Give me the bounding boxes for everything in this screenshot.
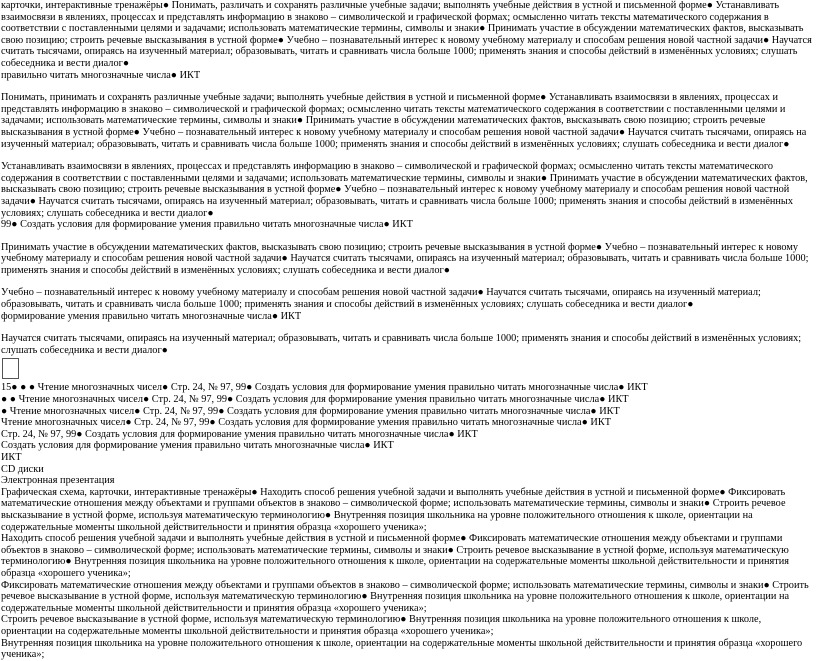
paragraph-4: Принимать участие в обсуждении математических фактов, высказывать свою позицию; строить речевые высказывания в устной форме● Учебно – познавательный интерес к новому учебному материалу и способам решения новой частной задачи● Научатся считать тысячами, опираясь на изученный материал; образовывать, читать и сравнивать числа больше 1000; применять знания и способы действий в изменённых условиях; слушать собеседника и вести диалог●	[1, 241, 809, 276]
paragraph-2: Понимать, принимать и сохранять различные учебные задачи; выполнять учебные действия в устной и письменной форме● Устанавливать взаимосвязи в явлениях, процессах и представлять информацию в знаково – символической и графической формах; осмысленно читать тексты математического содержания в соответствии с поставленными целями и задачами; использовать математические термины, символы и знаки● Принимать участие в обсуждении математических фактов, высказывать свою позицию; строить речевые высказывания в устной форме● Учебно – познавательный интерес к новому учебному материалу и способам решения новой частной задачи● Научатся считать тысячами, опираясь на изученный материал; образовывать, читать и сравнивать числа больше 1000; применять знания и способы действий в изменённых условиях; слушать собеседника и вести диалог●	[1, 92, 807, 150]
paragraph-1: карточки, интерактивные тренажёры● Понимать, различать и сохранять различные учебные задачи; выполнять учебные действия в устной и письменной форме● Устанавливать взаимосвязи в явлениях, процессах и представлять информацию в знаково – символической и графической формах; осмысленно читать тексты математического содержания в соответствии с поставленными целями и задачами; использовать математические термины, символы и знаки● Принимать участие в обсуждении математических фактов, высказывать свою позицию; строить речевые высказывания в устной форме● Учебно – познавательный интерес к новому учебному материалу и способам решения новой частной задачи● Научатся считать тысячами, опираясь на изученный материал; образовывать, читать и сравнивать числа больше 1000; применять знания и способы действий в изменённых условиях; слушать собеседника и вести диалог●	[1, 0, 812, 69]
line-8: CD диски	[1, 463, 44, 475]
line-9: Электронная презентация	[1, 475, 115, 487]
line-2: ● ● Чтение многозначных чисел● Стр. 24, № 97, 99● Создать условия для формирование умения правильно читать многозначные числа● ИКТ	[1, 394, 629, 406]
line-7: ИКТ	[1, 452, 22, 463]
line-1: 15● ● ● Чтение многозначных чисел● Стр. 24, № 97, 99● Создать условия для формирование умения правильно читать многозначные числа● ИКТ	[1, 382, 648, 394]
paragraph-5: Учебно – познавательный интерес к новому учебному материалу и способам решения новой частной задачи● Научатся считать тысячами, опираясь на изученный материал; образовывать, читать и сравнивать числа больше 1000; применять знания и способы действий в изменённых условиях; слушать собеседника и вести диалог●	[1, 287, 761, 311]
line-3: ● Чтение многозначных чисел● Стр. 24, № 97, 99● Создать условия для формирование умения правильно читать многозначные числа● ИКТ	[1, 405, 620, 417]
paragraph-8: Находить способ решения учебной задачи и выполнять учебные действия в устной и письменной форме● Фиксировать математические отношения между объектами и группами объектов в знаково – символической форме; использовать математические термины, символы и знаки● Строить речевое высказывание в устной форме, используя математическую терминологию● Внутренняя позиция школьника на уровне положительного отношения к школе, ориентации на содержательные моменты школьной действительности и принятия образца «хорошего ученика»;	[1, 533, 789, 579]
paragraph-10: Строить речевое высказывание в устной форме, используя математическую терминологию● Внутренняя позиция школьника на уровне положительного отношения к школе, ориентации на содержательные моменты школьной действительности и принятия образца «хорошего ученика»;	[1, 614, 762, 637]
paragraph-9: Фиксировать математические отношения между объектами и группами объектов в знаково – символической форме; использовать математические термины, символы и знаки● Строить речевое высказывание в устной форме, используя математическую терминологию● Внутренняя позиция школьника на уровне положительного отношения к школе, ориентации на содержательные моменты школьной действительности и принятия образца «хорошего ученика»;	[1, 579, 809, 614]
paragraph-7: Графическая схема, карточки, интерактивные тренажёры● Находить способ решения учебной задачи и выполнять учебные действия в устной и письменной форме● Фиксировать математические отношения между объектами и группами объектов в знаково – символической форме; использовать математические термины, символы и знаки● Строить речевое высказывание в устной форме, используя математическую терминологию● Внутренняя позиция школьника на уровне положительного отношения к школе, ориентации на содержательные моменты школьной действительности и принятия образца «хорошего ученика»;	[1, 486, 786, 533]
paragraph-5-tail: формирование умения правильно читать многозначные числа● ИКТ	[1, 310, 302, 322]
paragraph-3-tail: 99● Создать условия для формирование умения правильно читать многозначные числа● ИКТ	[1, 219, 413, 231]
line-6: Создать условия для формирование умения правильно читать многозначные числа● ИКТ	[1, 440, 394, 452]
paragraph-11: Внутренняя позиция школьника на уровне положительного отношения к школе, ориентации на содержательные моменты школьной действительности и принятия образца «хорошего ученика»;	[1, 637, 803, 661]
paragraph-6: Научатся считать тысячами, опираясь на изученный материал; образовывать, читать и сравнивать числа больше 1000; применять знания и способы действий в изменённых условиях; слушать собеседника и вести диалог●	[1, 333, 802, 356]
line-5: Стр. 24, № 97, 99● Создать условия для формирование умения правильно читать многозначные числа● ИКТ	[1, 428, 478, 440]
empty-image-frame	[2, 358, 19, 379]
paragraph-3: Устанавливать взаимосвязи в явлениях, процессах и представлять информацию в знаково – символической и графической формах; осмысленно читать тексты математического содержания в соответствии с поставленными целями и задачами; использовать математические термины, символы и знаки● Принимать участие в обсуждении математических фактов, высказывать свою позицию; строить речевые высказывания в устной форме● Учебно – познавательный интерес к новому учебному материалу и способам решения новой частной задачи● Научатся считать тысячами, опираясь на изученный материал; образовывать, читать и сравнивать числа больше 1000; применять знания и способы действий в изменённых условиях; слушать собеседника и вести диалог●	[1, 161, 808, 219]
paragraph-1-tail: правильно читать многозначные числа● ИКТ	[1, 69, 201, 81]
line-4: Чтение многозначных чисел● Стр. 24, № 97, 99● Создать условия для формирование умения правильно читать многозначные числа● ИКТ	[1, 417, 612, 429]
